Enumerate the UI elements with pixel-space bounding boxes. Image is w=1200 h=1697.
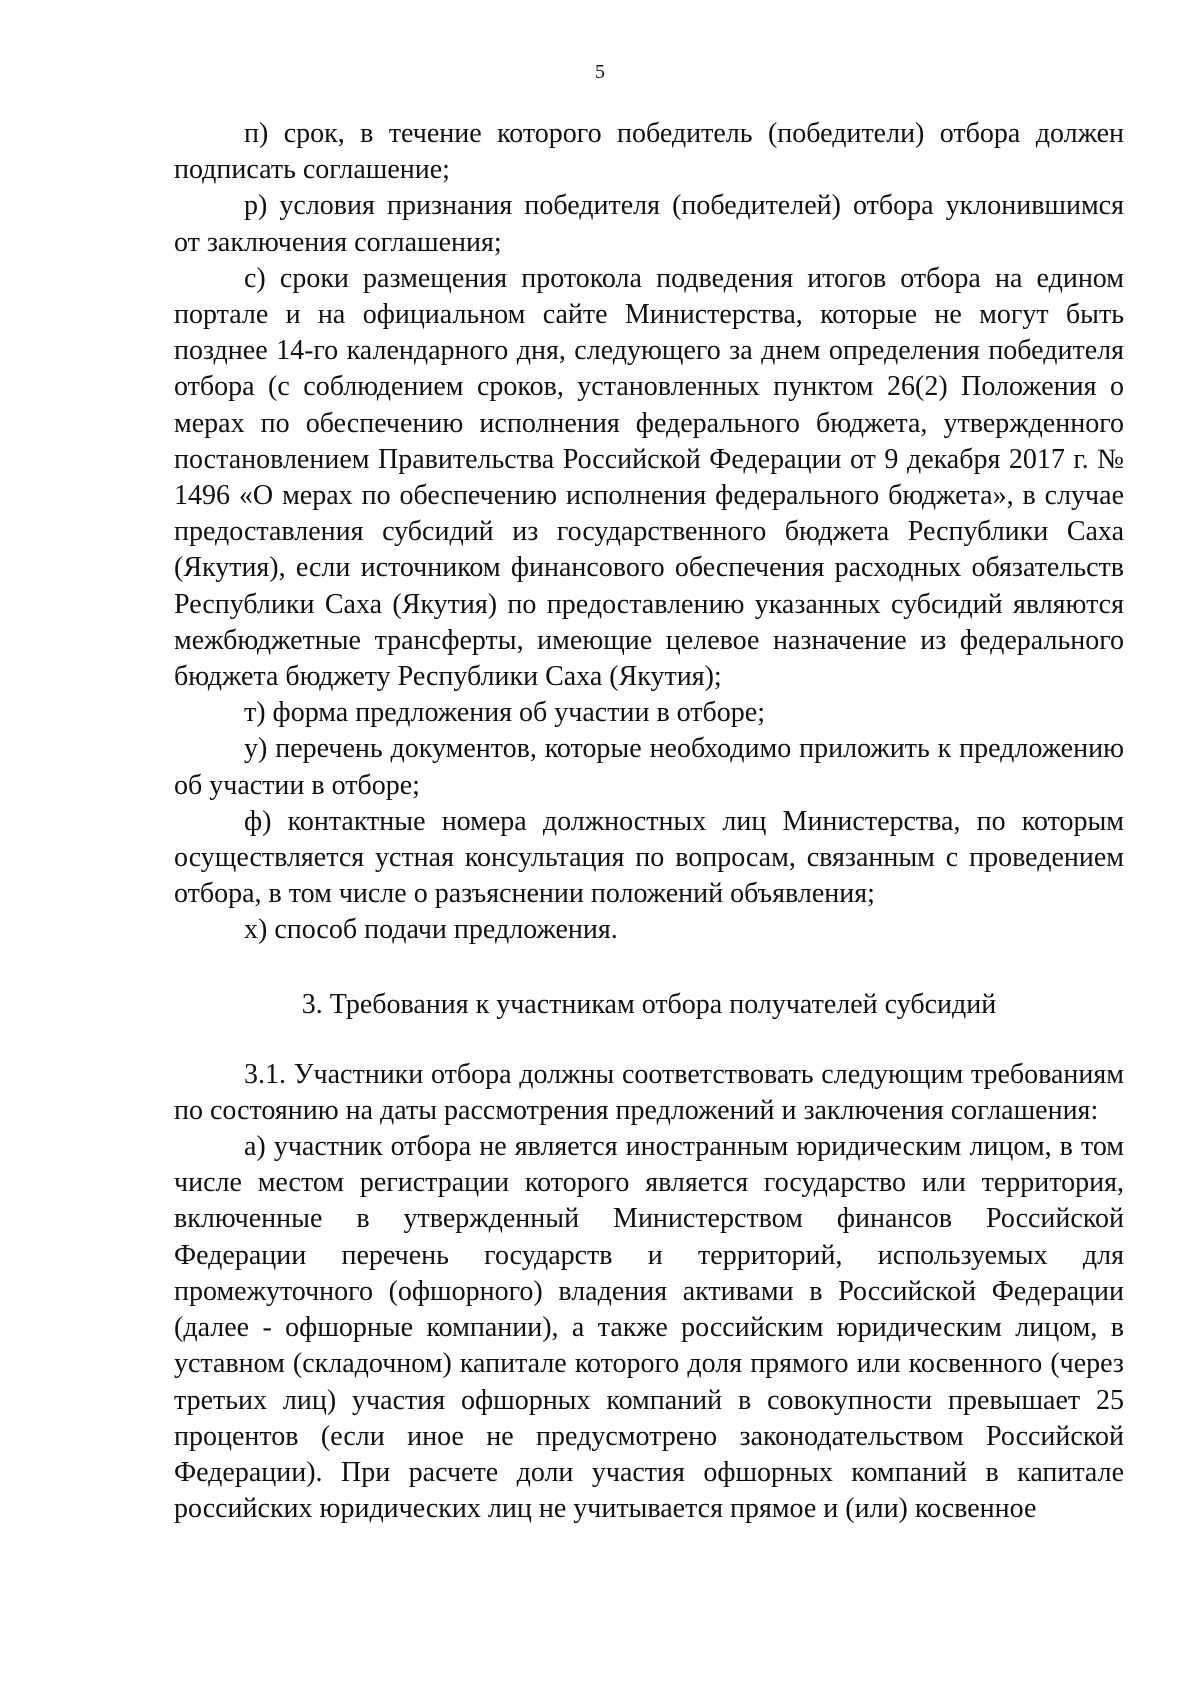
paragraph-a: а) участник отбора не является иностранным юридическим лицом, в том числе местом регистрации которого является государство или территория, включенные в утвержденный Министерством финансов Российской Федерации перечень государств и территорий, используемых для промежуточного (офшорного) владения активами в Российской Федерации (далее - офшорные компании), а также российским юридическим лицом, в уставном (складочном) капитале которого доля прямого или косвенного (через третьих лиц) участия офшорных компаний в совокупности превышает 25 процентов (если иное не предусмотрено законодательством Российской Федерации). При расчете доли участия офшорных компаний в капитале российских юридических лиц не учитывается прямое и (или) косвенное	[174, 1131, 1124, 1525]
document-body	[174, 116, 1124, 1527]
paragraph-u: у) перечень документов, которые необходимо приложить к предложению об участии в отборе;	[174, 733, 1124, 801]
section-heading: 3. Требования к участникам отбора получателей субсидий	[301, 988, 997, 1020]
paragraph-t: т) форма предложения об участии в отборе;	[244, 697, 765, 729]
paragraph-r: р) условия признания победителя (победителей) отбора уклонившимся от заключения соглашения;	[174, 190, 1124, 258]
paragraph-f: ф) контактные номера должностных лиц Министерства, по которым осуществляется устная консультация по вопросам, связанным с проведением отбора, в том числе о разъяснении положений объявления;	[174, 805, 1124, 910]
paragraph-s: с) сроки размещения протокола подведения итогов отбора на едином портале и на официальном сайте Министерства, которые не могут быть позднее 14-го календарного дня, следующего за днем определения победителя отбора (с соблюдением сроков, установленных пунктом 26(2) Положения о мерах по обеспечению исполнения федерального бюджета, утвержденного постановлением Правительства Российской Федерации от 9 декабря 2017 г. № 1496 «О мерах по обеспечению исполнения федерального бюджета», в случае предоставления субсидий из государственного бюджета Республики Саха (Якутия), если источником финансового обеспечения расходных обязательств Республики Саха (Якутия) по предоставлению указанных субсидий являются межбюджетные трансферты, имеющие целевое назначение из федерального бюджета бюджету Республики Саха (Якутия);	[174, 262, 1124, 693]
paragraph-3-1: 3.1. Участники отбора должны соответствовать следующим требованиям по состоянию на даты рассмотрения предложений и заключения соглашения:	[174, 1058, 1124, 1126]
page-number: 5	[595, 61, 605, 83]
paragraph-kh: х) способ подачи предложения.	[244, 914, 618, 946]
paragraph-p: п) срок, в течение которого победитель (победители) отбора должен подписать соглашение;	[174, 118, 1124, 186]
